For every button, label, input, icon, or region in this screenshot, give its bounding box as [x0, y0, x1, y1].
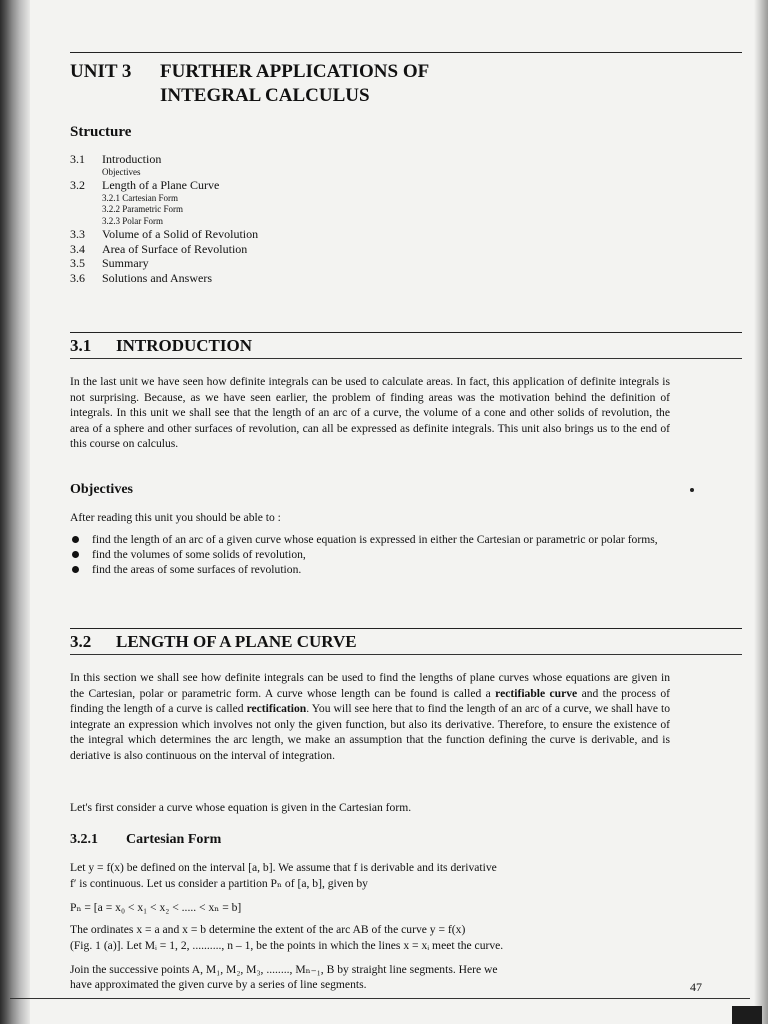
length-of-curve-paragraph: In this section we shall see how definite integrals can be used to find the lengths of plane curves whose equations are given in the Cartesian, polar or parametric form. A curve whose length can be found is called a rectifiable curve and the process of finding the length of a curve is called rectification. You will see here that to find the length of an arc of a curve, we shall have to integrate an expression which involves not only the given function, but also its derivative. Therefore, to ensure the existence of the integral which determines the arc length, we make an assumption that the function defining the curve is derivable, and is deriative is also continuous on the interval of integration.: [70, 671, 671, 762]
introduction-paragraph: In the last unit we have seen how definite integrals can be used to calculate areas. In fact, this application of definite integrals is not surprising. Because, as we have seen earlier, the problem of finding areas was the motivation behind the definition of integrals. In this unit we shall see that the length of an arc of a curve, the volume of a cone and other solids of revolution, the area of a sphere and other surfaces of revolution, can all be expressed as definite integrals. This unit also brings us to the end of this course on calculus.: [70, 375, 670, 451]
body-line: (Fig. 1 (a)]. Let Mᵢ = 1, 2, .........., n – 1, be the points in which the lines x = xᵢ meet the curve.: [70, 939, 504, 952]
cartesian-intro-line: Let's first consider a curve whose equation is given in the Cartesian form.: [70, 801, 412, 814]
term-rectification: rectification: [246, 702, 307, 716]
section-rule-top: [70, 332, 742, 333]
objectives-heading: Objectives: [70, 482, 133, 497]
scan-right-edge: [754, 0, 768, 1024]
unit-number: UNIT 3: [70, 61, 132, 82]
bullet-icon: [72, 551, 79, 558]
section-rule-top: [70, 628, 742, 629]
partition-formula: Pₙ = [a = x₀ < x₁ < x₂ < ..... < xₙ = b]: [70, 901, 242, 914]
bullet-icon: [72, 566, 79, 573]
section-heading-length-of-curve: 3.2 LENGTH OF A PLANE CURVE: [70, 632, 357, 651]
objectives-list: [70, 532, 670, 577]
bullet-icon: [72, 536, 79, 543]
subsection-heading-cartesian: 3.2.1 Cartesian Form: [70, 832, 222, 847]
term-rectifiable-curve: rectifiable curve: [495, 686, 578, 700]
body-line: have approximated the given curve by a series of line segments.: [70, 978, 367, 991]
body-line: The ordinates x = a and x = b determine the extent of the arc AB of the curve y = f(x): [70, 923, 466, 936]
body-line: Join the successive points A, M₁, M₂, M₃, ........, Mₙ₋₁, B by straight line segments. Here we: [70, 963, 498, 976]
list-item: find the length of an arc of a given curve whose equation is expressed in either the Cartesian or parametric or polar forms,: [70, 532, 670, 547]
body-line: Let y = f(x) be defined on the interval [a, b]. We assume that f is derivable and its derivative: [70, 861, 497, 874]
section-heading-introduction: 3.1 INTRODUCTION: [70, 336, 253, 355]
scan-left-edge: [0, 0, 30, 1024]
section-rule-bottom: [70, 358, 742, 359]
unit-title: FURTHER APPLICATIONS OF INTEGRAL CALCULUS: [160, 61, 430, 106]
section-rule-bottom: [70, 654, 742, 655]
scan-speck: [690, 488, 694, 492]
scan-corner-mark: [732, 1006, 762, 1024]
list-item: find the volumes of some solids of revolution,: [70, 547, 670, 562]
page-number: 47: [690, 980, 702, 994]
list-item: find the areas of some surfaces of revolution.: [70, 562, 670, 577]
objectives-intro: After reading this unit you should be able to :: [70, 511, 281, 524]
body-line: f′ is continuous. Let us consider a partition Pₙ of [a, b], given by: [70, 877, 368, 890]
structure-heading: Structure: [70, 124, 132, 140]
bottom-rule: [10, 998, 750, 999]
top-rule: [70, 52, 742, 53]
